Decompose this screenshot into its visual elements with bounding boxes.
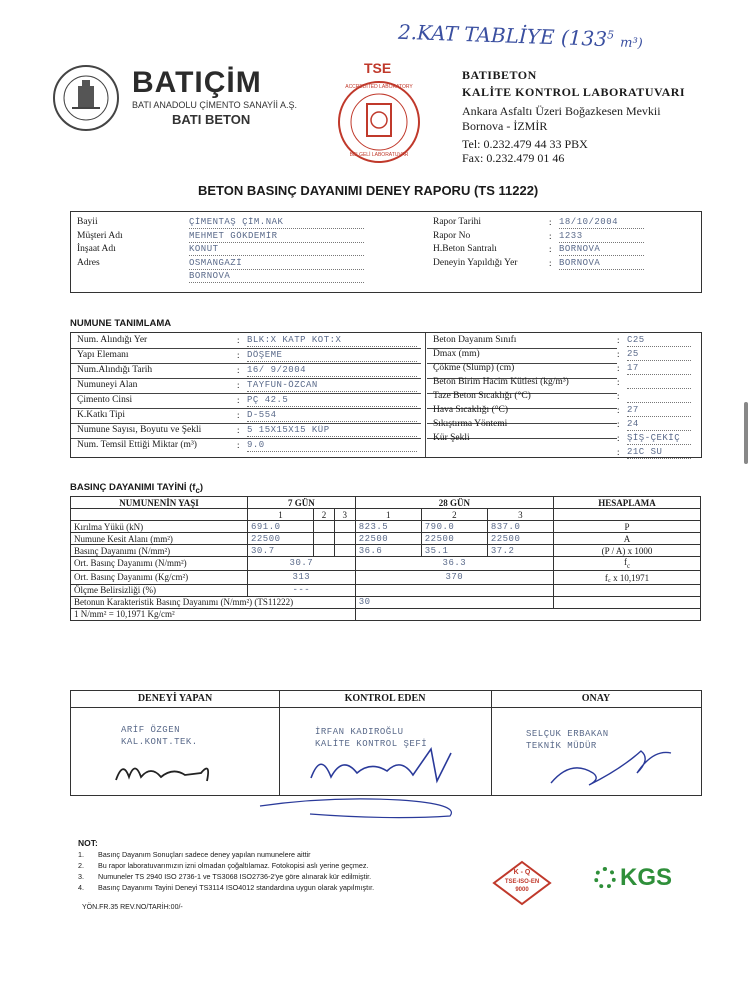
sample-num: 3 (334, 509, 355, 521)
calc-cell: (P / A) x 1000 (554, 545, 701, 557)
field-separator: : (237, 380, 240, 390)
phone: Tel: 0.232.479 44 33 PBX (462, 137, 588, 151)
field-value: 27 (627, 405, 691, 417)
field-value: 18/10/2004 (559, 217, 644, 229)
sample-info-box (70, 332, 702, 458)
cell-7d (334, 533, 355, 545)
field-separator: : (617, 447, 620, 457)
field-value: OSMANGAZİ (189, 258, 364, 270)
field-value: D-554 (247, 410, 417, 422)
signature-scribble-controlled (301, 743, 461, 791)
field-value: 17 (627, 363, 691, 375)
row-divider (71, 438, 421, 439)
address-line-1: Ankara Asfaltı Üzeri Boğazkesen Mevkii (462, 104, 661, 118)
row-divider (71, 408, 421, 409)
approved-by-title: ONAY (581, 693, 611, 704)
row-divider (71, 423, 421, 424)
field-separator: : (237, 335, 240, 345)
field-value: ŞİŞ-ÇEKİÇ (627, 433, 691, 445)
row-divider (71, 348, 421, 349)
field-value (627, 377, 691, 389)
batigim-subtitle: BATI ANADOLU ÇİMENTO SANAYİİ A.Ş. (132, 100, 298, 110)
field-label: Bayii (77, 217, 98, 227)
lab-name: KALİTE KONTROL LABORATUVARI (462, 85, 686, 99)
calc-cell: f꜀ x 10,1971 (554, 570, 701, 584)
notes-list (78, 849, 374, 893)
field-label: İnşaat Adı (77, 244, 116, 254)
cell-28d: 36.6 (355, 545, 421, 557)
field-value: DÖŞEME (247, 350, 417, 362)
kq-bottom: 9000 (515, 887, 529, 893)
charac-label: Betonun Karakteristik Basınç Dayanımı (N/mm²) (TS11222) (71, 596, 356, 608)
row-label: Numune Kesit Alanı (mm²) (71, 533, 248, 545)
field-value: 24 (627, 419, 691, 431)
field-separator: : (617, 405, 620, 415)
cell-7d (334, 521, 355, 533)
row-label: Ort. Basınç Dayanımı (Kg/cm²) (71, 570, 248, 584)
cell-28d: 22500 (355, 533, 421, 545)
cell-7d: 30.7 (248, 545, 314, 557)
conversion-note: 1 N/mm² = 10,1971 Kg/cm² (71, 608, 356, 620)
field-value: TAYFUN-ÖZCAN (247, 380, 417, 392)
field-value (627, 391, 691, 403)
field-separator: : (237, 410, 240, 420)
field-label: Kür Şekli (433, 433, 470, 443)
kgs-ring-icon (594, 867, 616, 889)
age-header: NUMUNENİN YAŞI (71, 497, 248, 509)
strength-section-title: BASINÇ DAYANIMI TAYİNİ $(f_c)$ (70, 482, 204, 495)
scrollbar[interactable] (744, 402, 748, 464)
tested-by-role: KAL.KONT.TEK. (121, 737, 198, 747)
field-label: Çökme (Slump) (cm) (433, 363, 515, 373)
field-separator: : (617, 363, 620, 373)
sample-num: 1 (248, 509, 314, 521)
avg-kg-28d: 370 (355, 570, 553, 584)
field-separator: : (617, 419, 620, 429)
kq-middle: TSE-ISO-EN (504, 879, 540, 885)
sample-num: 1 (355, 509, 421, 521)
field-separator: : (237, 365, 240, 375)
field-label: Taze Beton Sıcaklığı (°C) (433, 391, 531, 401)
controlled-by-title: KONTROL EDEN (344, 693, 426, 704)
cell-28d: 823.5 (355, 521, 421, 533)
sample-num: 3 (487, 509, 553, 521)
note-item: 4. Basınç Dayanımı Tayini Deneyi TS3114 ISO4012 standardına uygun olarak yapılmıştır. (78, 883, 375, 892)
field-separator: : (549, 257, 552, 268)
field-label: H.Beton Santralı (433, 244, 497, 254)
cell-7d (314, 545, 335, 557)
field-label: Deneyin Yapıldığı Yer (433, 257, 518, 268)
field-label: Num.Alındığı Tarih (77, 365, 153, 375)
tse-seal-ring-bottom: BELGELİ LABORATUVAR (349, 152, 409, 158)
field-separator: : (549, 244, 552, 254)
field-label: Numuneyi Alan (77, 380, 138, 390)
cell-28d: 837.0 (487, 521, 553, 533)
field-label: Adres (77, 257, 100, 268)
sample-num: 2 (421, 509, 487, 521)
uncert-7d: --- (248, 584, 356, 596)
field-label: Rapor No (433, 230, 471, 241)
batiAnadolu-seal-logo (52, 64, 120, 132)
row-label: Kırılma Yükü (kN) (71, 521, 248, 533)
row-divider (71, 378, 421, 379)
calc-cell: P (554, 521, 701, 533)
field-value: BLK:X KATP KOT:X (247, 335, 417, 347)
cell-7d (334, 545, 355, 557)
7-day-header: 7 GÜN (248, 497, 356, 509)
field-separator: : (617, 349, 620, 359)
field-value: 1233 (559, 231, 644, 243)
avg-28d: 36.3 (355, 557, 553, 571)
charac-value: 30 (355, 596, 553, 608)
row-label: Ölçme Belirsizliği (%) (71, 584, 248, 596)
kq-certification-badge (492, 860, 552, 906)
cell-28d: 790.0 (421, 521, 487, 533)
report-title: BETON BASINÇ DAYANIMI DENEY RAPORU (TS 11222) (198, 183, 539, 198)
customer-info-box (70, 211, 702, 293)
field-separator: : (549, 230, 552, 241)
approved-by-role: TEKNİK MÜDÜR (526, 741, 597, 751)
field-separator: : (237, 440, 240, 450)
field-label: Müşteri Adı (77, 230, 123, 241)
field-value: ÇİMENTAŞ ÇİM.NAK (189, 217, 364, 229)
field-label: Hava Sıcaklığı (°C) (433, 405, 509, 415)
field-label: Sıkıştırma Yöntemi (433, 419, 508, 429)
sample-section-title: NUMUNE TANIMLAMA (70, 318, 172, 329)
field-value: C25 (627, 335, 691, 347)
approved-by-name: SELÇUK ERBAKAN (526, 729, 609, 739)
avg-7d: 30.7 (248, 557, 356, 571)
field-value: 16/ 9/2004 (247, 365, 417, 377)
row-label: Ort. Basınç Dayanımı (N/mm²) (71, 557, 248, 571)
row-divider (71, 363, 421, 364)
fax: Fax: 0.232.479 01 46 (462, 151, 565, 165)
field-value: 5 15X15X15 KÜP (247, 425, 417, 437)
signature-box (70, 690, 702, 796)
kgs-text: KGS (620, 864, 673, 891)
cell-7d (314, 521, 335, 533)
calc-cell: $f_c$ (554, 557, 701, 571)
bati-beton-division: BATI BETON (172, 112, 251, 127)
tse-seal-top-text: TSE (364, 60, 392, 76)
signature-scribble-approved (541, 739, 681, 791)
field-value: BORNOVA (559, 244, 644, 256)
field-value: 25 (627, 349, 691, 361)
signature-flourish (250, 786, 480, 826)
controlled-by-name: İRFAN KADIROĞLU (315, 727, 404, 737)
row-divider (71, 393, 421, 394)
note-item: 1. Basınç Dayanım Sonuçları sadece deney yapılan numunelere aittir (78, 850, 311, 859)
field-label: Num. Alındığı Yer (77, 335, 148, 345)
sample-num: 2 (314, 509, 335, 521)
cell-7d (314, 533, 335, 545)
kq-top: K - Q (513, 869, 531, 876)
cell-28d: 37.2 (487, 545, 553, 557)
address-line-2: Bornova - İZMİR (462, 119, 548, 133)
field-separator: : (549, 217, 552, 227)
field-label: Dmax (mm) (433, 349, 480, 359)
field-value: PÇ 42.5 (247, 395, 417, 407)
field-separator: : (237, 425, 240, 435)
row-label: Basınç Dayanımı (N/mm²) (71, 545, 248, 557)
batigim-brand: BATIÇİM (132, 66, 262, 99)
signature-scribble-tested (111, 755, 231, 791)
avg-kg-7d: 313 (248, 570, 356, 584)
tested-by-name: ARİF ÖZGEN (121, 725, 181, 735)
field-separator: : (237, 395, 240, 405)
field-value: 21C SU (627, 447, 691, 459)
field-label: Beton Birim Hacim Kütlesi (kg/m³) (433, 377, 569, 387)
field-label: Num. Temsil Ettiği Miktar (m³) (77, 440, 197, 450)
field-label: Beton Dayanım Sınıfı (433, 335, 517, 345)
column-divider (425, 333, 426, 457)
tested-by-title: DENEYİ YAPAN (137, 693, 213, 704)
field-label: Yapı Elemanı (77, 350, 129, 360)
form-footer: YÖN.FR.35 REV.NO/TARİH:00/- (82, 904, 183, 911)
cell-7d: 691.0 (248, 521, 314, 533)
field-value: BORNOVA (189, 271, 364, 283)
field-separator: : (617, 377, 620, 387)
field-value: KONUT (189, 244, 364, 256)
28-day-header: 28 GÜN (355, 497, 553, 509)
cell-28d: 35.1 (421, 545, 487, 557)
field-value: MEHMET GÖKDEMİR (189, 231, 364, 243)
org-name: BATIBETON (462, 68, 537, 82)
handwritten-note: 2.KAT TABLİYE ($133^5$ m³) (397, 19, 644, 52)
strength-table (70, 496, 701, 621)
field-separator: : (617, 391, 620, 401)
field-label: Numune Sayısı, Boyutu ve Şekli (77, 425, 202, 435)
calc-header: HESAPLAMA (554, 497, 701, 509)
cell-7d: 22500 (248, 533, 314, 545)
field-label: Rapor Tarihi (433, 217, 481, 227)
field-separator: : (617, 433, 620, 443)
note-item: 3. Numuneler TS 2940 ISO 2736-1 ve TS3068 ISO2736-2'ye göre alınarak kür edilmiştir. (78, 872, 372, 881)
calc-cell: A (554, 533, 701, 545)
field-value: BORNOVA (559, 258, 644, 270)
field-separator: : (237, 350, 240, 360)
tse-seal-ring-top: ACCREDITED LABORATORY (345, 84, 413, 90)
notes-title: NOT: (78, 838, 98, 848)
cell-28d: 22500 (421, 533, 487, 545)
field-separator: : (617, 335, 620, 345)
controlled-by-role: KALİTE KONTROL ŞEFİ (315, 739, 428, 749)
cell-28d: 22500 (487, 533, 553, 545)
kgs-logo (594, 864, 672, 892)
note-item: 2. Bu rapor laboratuvarımızın izni olmadan çoğaltılamaz. Fotokopisi aslı yerine geçmez. (78, 861, 369, 870)
field-value: 9.0 (247, 440, 417, 452)
tse-accredited-seal (334, 60, 424, 166)
field-label: Çimento Cinsi (77, 395, 133, 405)
field-label: K.Katkı Tipi (77, 410, 126, 420)
